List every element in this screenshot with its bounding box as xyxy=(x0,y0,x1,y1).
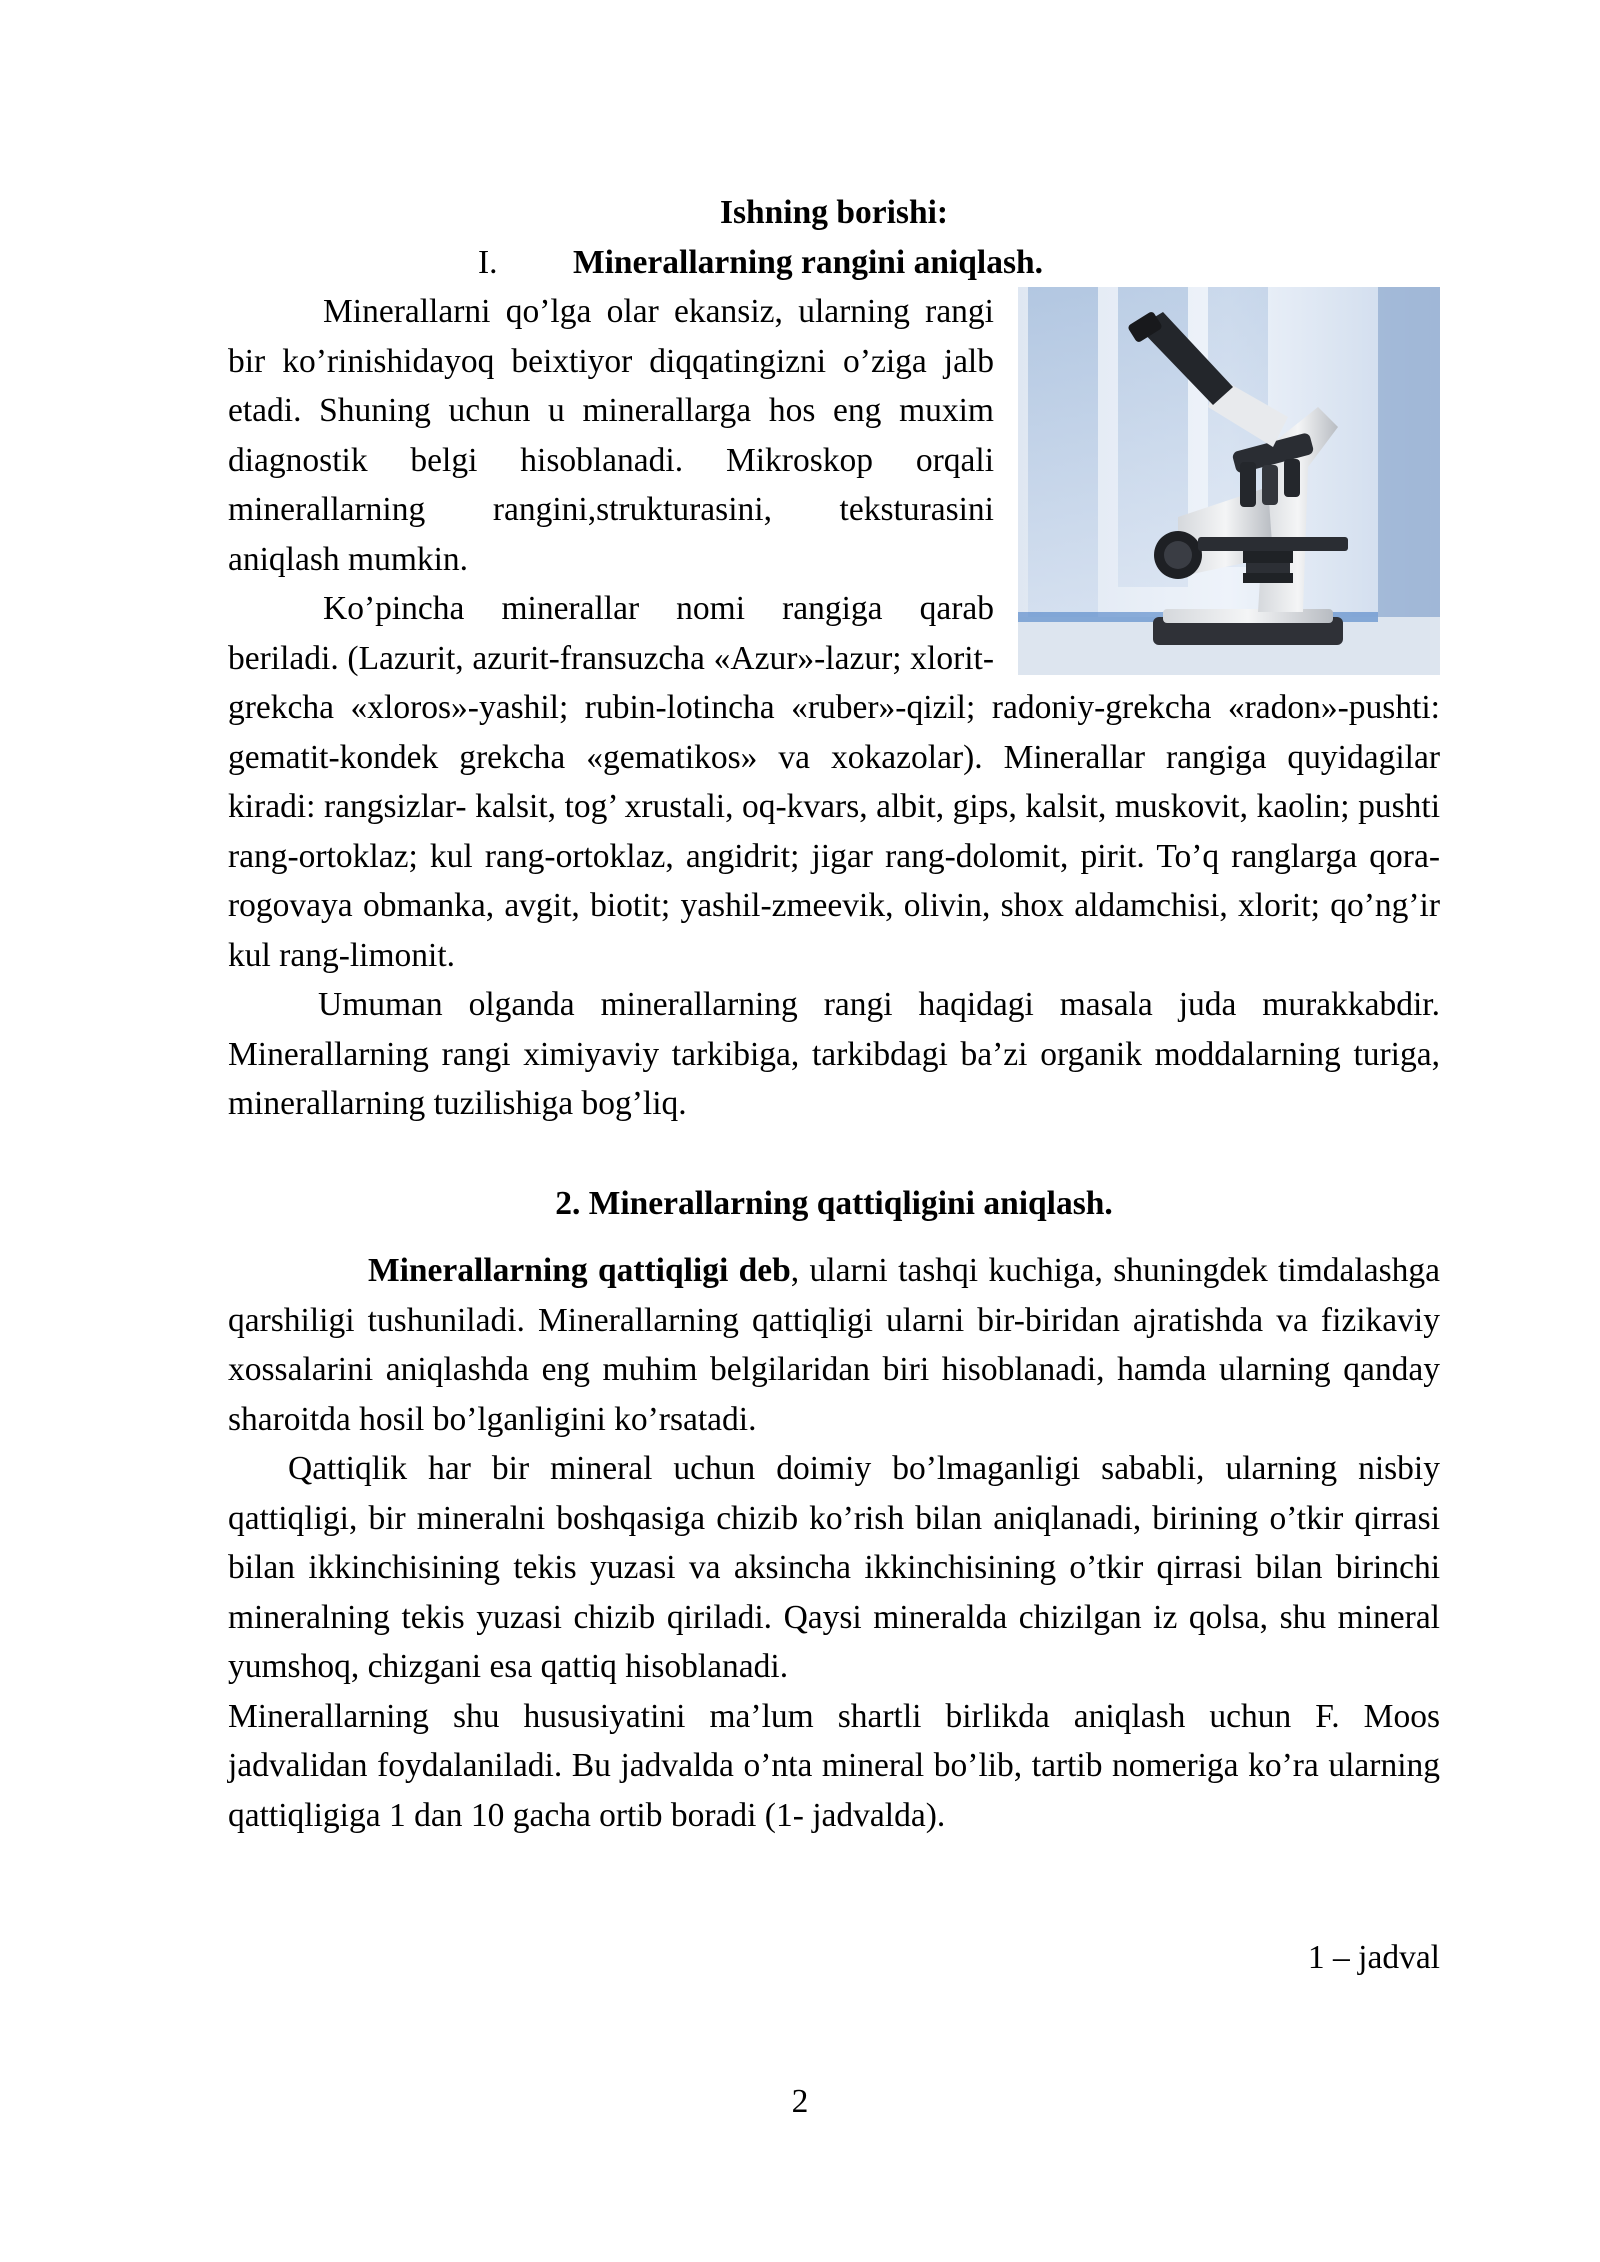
page-content xyxy=(228,188,1440,1983)
paragraph-6: Minerallarning shu hususiyatini ma’lum shartli birlikda aniqlash uchun F. Moos jadvalidan foydalaniladi. Bu jadvalda o’nta mineral bo’lib, tartib nomeriga ko’ra ularning qattiqligiga 1 dan 10 gacha ortib boradi (1- jadvalda). xyxy=(228,1697,1440,1834)
paragraph-5: Qattiqlik har bir mineral uchun doimiy bo’lmaganligi sababli, ularning nisbiy qattiqligi, bir mineralni boshqasiga chizib ko’rish bilan aniqlanadi, birining o’tkir qirrasi bilan ikkinchisining tekis yuzasi va aksincha ikkinchisining o’tkir qirrasi bilan birinchi mineralning tekis yuzasi chizib qiriladi. Qaysi mineralda chizilgan iz qolsa, shu mineral yumshoq, chizgani esa qattiq hisoblanadi. xyxy=(228,1450,1440,1685)
section-1-title: Minerallarning rangini aniqlash. xyxy=(573,243,1044,281)
page-number: 2 xyxy=(791,2083,809,2120)
paragraph-2: Ko’pincha minerallar nomi rangiga qarab beriladi. (Lazurit, azurit-fransuzcha «Azur»-lazur; xlorit-grekcha «xloros»-yashil; rubin-lotincha «ruber»-qizil; radoniy-grekcha «radon»-pushti: gematit-kondek grekcha «gematikos» va xokazolar). Minerallar rangiga quyidagilar kiradi: rangsizlar- kalsit, tog’ xrustali, oq-kvars, albit, gips, kalsit, muskovit, kaolin; pushti rang-ortoklaz; kul rang-ortoklaz, angidrit; jigar rang-dolomit, pirit. To’q ranglarga qora-rogovaya obmanka, avgit, biotit; yashil-zmeevik, olivin, shox aldamchisi, xlorit; qo’ng’ir kul rang-limonit. xyxy=(228,590,1440,974)
paragraph-3: Umuman olganda minerallarning rangi haqidagi masala juda murakkabdir. Minerallarning rangi ximiyaviy tarkibiga, tarkibdagi ba’zi organik moddalarning turiga, minerallarning tuzilishiga bog’liq. xyxy=(228,986,1440,1122)
definition-text: , ularni tashqi kuchiga, shuningdek timdalashga qarshiligi tushuniladi. Minerallarning qattiqligi ularni bir-biridan ajratishda va fizikaviy xossalarini aniqlashda eng muhim belgilaridan biri hisoblanadi, hamda ularning qanday sharoitda hosil bo’lganligini ko’rsatadi. xyxy=(228,1252,1440,1438)
page-heading: Ishning borishi: xyxy=(719,194,949,231)
paragraph-4 xyxy=(228,1246,1440,1444)
section-1-number: I. xyxy=(478,243,498,281)
definition-term: Minerallarning qattiqligi deb xyxy=(368,1252,791,1289)
paragraph-1: Minerallarni qo’lga olar ekansiz, ularning rangi bir ko’rinishidayoq beixtiyor diqqatingizni o’ziga jalb etadi. Shuning uchun u minerallarga hos eng muxim diagnostik belgi hisoblanadi. Mikroskop orqali minerallarning rangini,strukturasini, teksturasini aniqlash mumkin. xyxy=(228,293,994,578)
table-label: 1 – jadval xyxy=(1307,1939,1440,1976)
section-1-heading xyxy=(228,238,1440,288)
microscope-photo xyxy=(1018,287,1440,675)
section-2-heading: 2. Minerallarning qattiqligini aniqlash. xyxy=(555,1184,1113,1222)
